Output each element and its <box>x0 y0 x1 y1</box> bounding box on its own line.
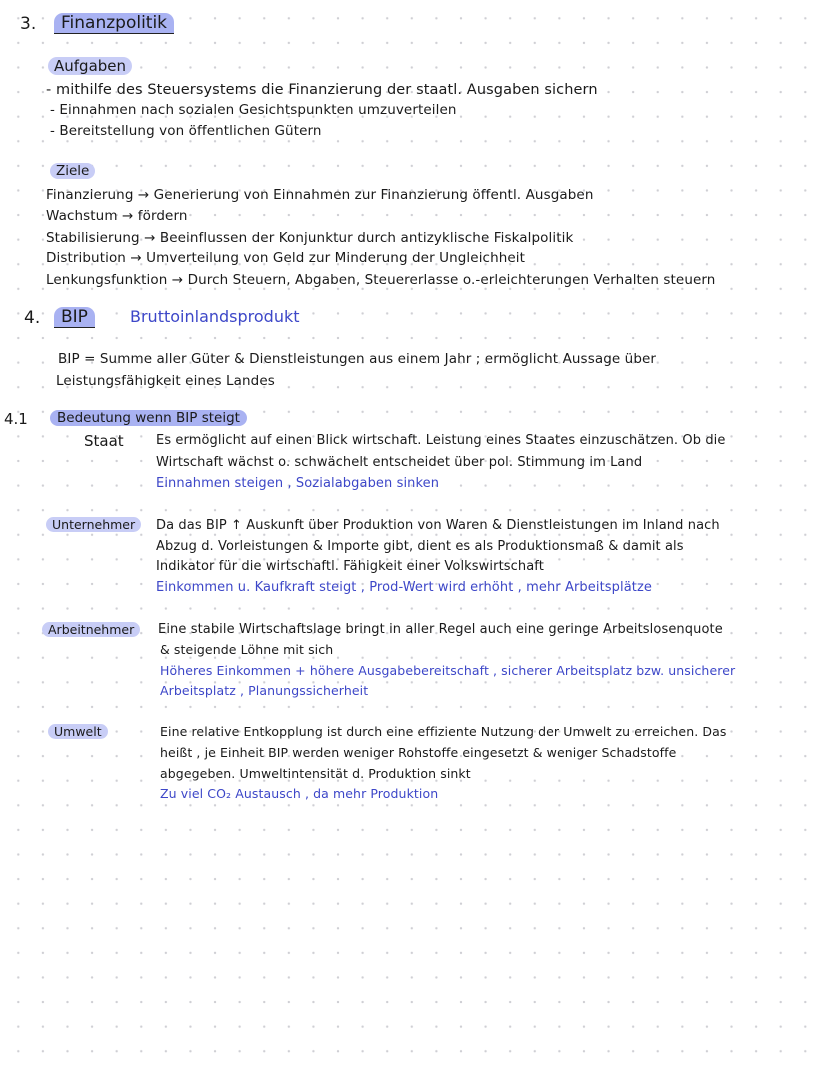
unternehmer-label-text: Unternehmer <box>46 517 141 532</box>
aufgaben-item-3: - Bereitstellung von öffentlichen Gütern <box>50 123 322 139</box>
arbeitnehmer-blue-line-2: Arbeitsplatz , Planungssicherheit <box>160 683 369 698</box>
section-3-title-highlight: Finanzpolitik <box>54 13 174 34</box>
aufgaben-heading-label: Aufgaben <box>48 57 132 75</box>
section-4-full-title: Bruttoinlandsprodukt <box>130 307 300 326</box>
umwelt-label-text: Umwelt <box>48 724 108 739</box>
staat-blue-note: Einnahmen steigen , Sozialabgaben sinken <box>156 476 440 491</box>
ziele-item-wachstum: Wachstum → fördern <box>46 208 188 224</box>
unternehmer-blue-note: Einkommen u. Kaufkraft steigt , Prod-Wert wird erhöht , mehr Arbeitsplätze <box>156 580 652 595</box>
aufgaben-heading <box>48 57 132 75</box>
arbeitnehmer-line-2: & steigende Löhne mit sich <box>160 642 334 657</box>
ziele-item-distribution: Distribution → Umverteilung von Geld zur Minderung der Ungleichheit <box>46 250 526 266</box>
section-4-number: 4. <box>24 308 41 328</box>
staat-label: Staat <box>84 432 124 450</box>
unternehmer-label <box>46 517 141 532</box>
ziele-heading <box>50 163 95 179</box>
arbeitnehmer-line-1: Eine stabile Wirtschaftslage bringt in aller Regel auch eine geringe Arbeitslosenquote <box>158 622 723 637</box>
section-41-number: 4.1 <box>4 410 28 428</box>
section-4-abbr <box>54 307 95 327</box>
arbeitnehmer-label <box>42 622 140 637</box>
ziele-item-finanzierung: Finanzierung → Generierung von Einnahmen zur Finanzierung öffentl. Ausgaben <box>46 187 594 203</box>
umwelt-line-1: Eine relative Entkopplung ist durch eine effiziente Nutzung der Umwelt zu erreichen. Das <box>160 724 727 739</box>
bip-definition-line-2: Leistungsfähigkeit eines Landes <box>56 373 275 389</box>
ziele-item-lenkung: Lenkungsfunktion → Durch Steuern, Abgaben, Steuererlasse o.-erleichterungen Verhalten steuern <box>46 272 716 288</box>
unternehmer-line-3: Indikator für die wirtschaftl. Fähigkeit einer Volkswirtschaft <box>156 559 544 574</box>
aufgaben-item-1: - mithilfe des Steuersystems die Finanzierung der staatl. Ausgaben sichern <box>46 82 598 98</box>
section-41-heading <box>50 410 247 426</box>
arbeitnehmer-label-text: Arbeitnehmer <box>42 622 140 637</box>
section-4-abbr-highlight: BIP <box>54 307 95 328</box>
unternehmer-line-1: Da das BIP ↑ Auskunft über Produktion von Waren & Dienstleistungen im Inland nach <box>156 518 720 533</box>
umwelt-line-2: heißt , je Einheit BIP werden weniger Rohstoffe eingesetzt & weniger Schadstoffe <box>160 745 677 760</box>
umwelt-label <box>48 724 108 739</box>
section-3-number: 3. <box>20 14 37 34</box>
arbeitnehmer-blue-line-1: Höheres Einkommen + höhere Ausgabebereitschaft , sicherer Arbeitsplatz bzw. unsicherer <box>160 663 736 678</box>
section-3-title <box>54 13 174 33</box>
aufgaben-item-2: - Einnahmen nach sozialen Gesichtspunkten umzuverteilen <box>50 102 457 118</box>
umwelt-line-3: abgegeben. Umweltintensität d. Produktion sinkt <box>160 766 471 781</box>
staat-line-2: Wirtschaft wächst o. schwächelt entscheidet über pol. Stimmung im Land <box>156 455 643 470</box>
ziele-heading-label: Ziele <box>50 163 95 179</box>
bip-definition-line-1: BIP = Summe aller Güter & Dienstleistungen aus einem Jahr ; ermöglicht Aussage über <box>58 351 657 367</box>
staat-line-1: Es ermöglicht auf einen Blick wirtschaft. Leistung eines Staates einzuschätzen. Ob die <box>156 433 726 448</box>
umwelt-blue-note: Zu viel CO₂ Austausch , da mehr Produktion <box>160 786 439 801</box>
section-41-heading-highlight: Bedeutung wenn BIP steigt <box>50 410 247 426</box>
ziele-item-stabilisierung: Stabilisierung → Beeinflussen der Konjunktur durch antizyklische Fiskalpolitik <box>46 230 574 246</box>
unternehmer-line-2: Abzug d. Vorleistungen & Importe gibt, dient es als Produktionsmaß & damit als <box>156 539 684 554</box>
